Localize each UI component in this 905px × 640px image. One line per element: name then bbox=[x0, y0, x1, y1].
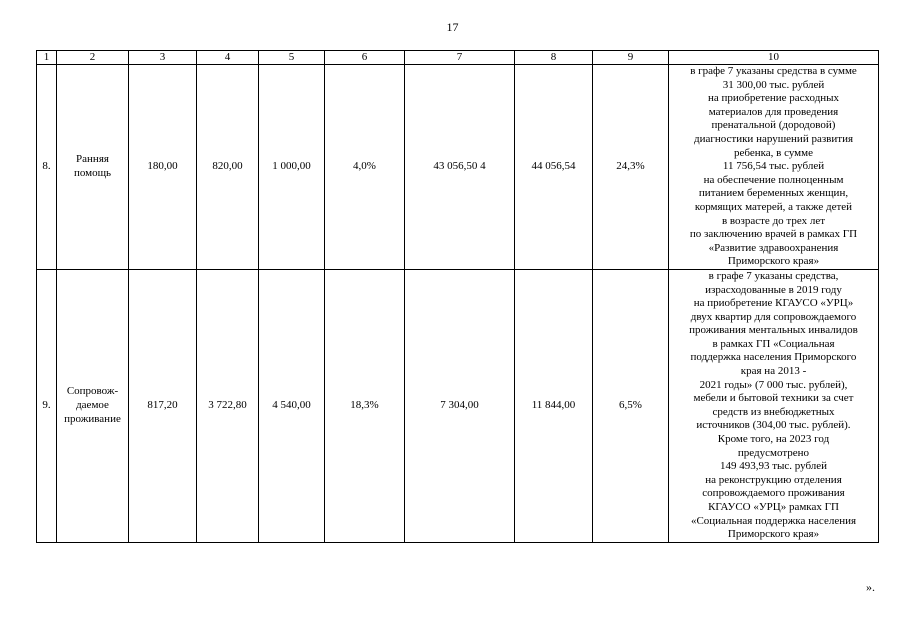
comment-line: ребенка, в сумме bbox=[733, 146, 813, 159]
comment-line: края на 2013 - bbox=[740, 365, 807, 378]
comment-line: пренатальной (дородовой) bbox=[711, 119, 836, 132]
table-header-row bbox=[37, 51, 879, 65]
data-table bbox=[36, 50, 879, 543]
comment-line: двух квартир для сопровождаемого bbox=[690, 310, 857, 323]
table-cell: 18,3% bbox=[325, 269, 405, 542]
comment-line: в графе 7 указаны средства в сумме bbox=[690, 65, 857, 77]
column-header: 5 bbox=[259, 51, 325, 65]
comment-line: средств из внебюджетных bbox=[712, 405, 835, 418]
program-name-line: даемое bbox=[76, 399, 109, 412]
column-header: 6 bbox=[325, 51, 405, 65]
row-number: 9. bbox=[37, 269, 57, 542]
comment-line: в графе 7 указаны средства, bbox=[708, 269, 839, 282]
table-cell: 1 000,00 bbox=[259, 65, 325, 270]
table-cell: 4 540,00 bbox=[259, 269, 325, 542]
table-cell: 3 722,80 bbox=[197, 269, 259, 542]
comment-line: проживания ментальных инвалидов bbox=[689, 324, 858, 337]
comment-line: по заключению врачей в рамках ГП bbox=[689, 228, 858, 241]
column-header: 7 bbox=[405, 51, 515, 65]
comment-line: «Развитие здравоохранения bbox=[708, 241, 839, 254]
comment-line: 149 493,93 тыс. рублей bbox=[719, 460, 828, 473]
column-header: 2 bbox=[57, 51, 129, 65]
comment-line: Приморского края» bbox=[727, 255, 820, 268]
table-row bbox=[37, 65, 879, 270]
table-cell: 820,00 bbox=[197, 65, 259, 270]
comment-line: материалов для проведения bbox=[708, 105, 839, 118]
comment-line: предусмотрено bbox=[737, 446, 810, 459]
column-header: 10 bbox=[669, 51, 879, 65]
column-header: 4 bbox=[197, 51, 259, 65]
comment-line: кормящих матерей, а также детей bbox=[694, 200, 853, 213]
comment-line: Кроме того, на 2023 год bbox=[717, 433, 830, 446]
comment-line: «Социальная поддержка населения bbox=[690, 514, 857, 527]
comment-line: в возрасте до трех лет bbox=[721, 214, 826, 227]
comment-line: 2021 годы» (7 000 тыс. рублей), bbox=[699, 378, 848, 391]
column-header: 1 bbox=[37, 51, 57, 65]
comment-line: израсходованные в 2019 году bbox=[705, 283, 842, 296]
comment-line: поддержка населения Приморского bbox=[690, 351, 857, 364]
comment-line: диагностики нарушений развития bbox=[693, 132, 854, 145]
comment-line: мебели и бытовой техники за счет bbox=[693, 392, 854, 405]
program-name-line: Сопровож- bbox=[66, 385, 119, 398]
closing-quote-mark: ». bbox=[866, 580, 875, 594]
program-name bbox=[57, 65, 129, 270]
comment-line: на приобретение расходных bbox=[707, 92, 840, 105]
column-header: 9 bbox=[593, 51, 669, 65]
comment-line: питанием беременных женщин, bbox=[698, 187, 849, 200]
comment-line: 11 756,54 тыс. рублей bbox=[722, 160, 825, 173]
comment-line: на обеспечение полноценным bbox=[703, 173, 844, 186]
program-name bbox=[57, 269, 129, 542]
table-cell: 180,00 bbox=[129, 65, 197, 270]
table-cell: 24,3% bbox=[593, 65, 669, 270]
comment-line: на приобретение КГАУСО «УРЦ» bbox=[693, 297, 854, 310]
column-header: 3 bbox=[129, 51, 197, 65]
table-cell: 817,20 bbox=[129, 269, 197, 542]
comment-cell bbox=[669, 269, 879, 542]
table-cell: 4,0% bbox=[325, 65, 405, 270]
comment-line: Приморского края» bbox=[727, 528, 820, 541]
page-number: 17 bbox=[446, 20, 459, 34]
comment-line: в рамках ГП «Социальная bbox=[712, 337, 835, 350]
comment-line: на реконструкцию отделения bbox=[705, 473, 842, 486]
comment-line: КГАУСО «УРЦ» рамках ГП bbox=[708, 501, 839, 513]
table-cell: 11 844,00 bbox=[515, 269, 593, 542]
row-number: 8. bbox=[37, 65, 57, 270]
program-name-line: Ранняя bbox=[76, 153, 109, 166]
table-cell: 43 056,50 4 bbox=[405, 65, 515, 270]
comment-cell bbox=[669, 65, 879, 270]
comment-line: сопровождаемого проживания bbox=[702, 487, 845, 500]
program-name-line: проживание bbox=[64, 412, 121, 425]
table-row bbox=[37, 269, 879, 542]
table-cell: 7 304,00 bbox=[405, 269, 515, 542]
comment-line: источников (304,00 тыс. рублей). bbox=[696, 419, 851, 432]
table-cell: 6,5% bbox=[593, 269, 669, 542]
column-header: 8 bbox=[515, 51, 593, 65]
table-cell: 44 056,54 bbox=[515, 65, 593, 270]
comment-line: 31 300,00 тыс. рублей bbox=[722, 78, 825, 91]
program-name-line: помощь bbox=[73, 166, 112, 179]
